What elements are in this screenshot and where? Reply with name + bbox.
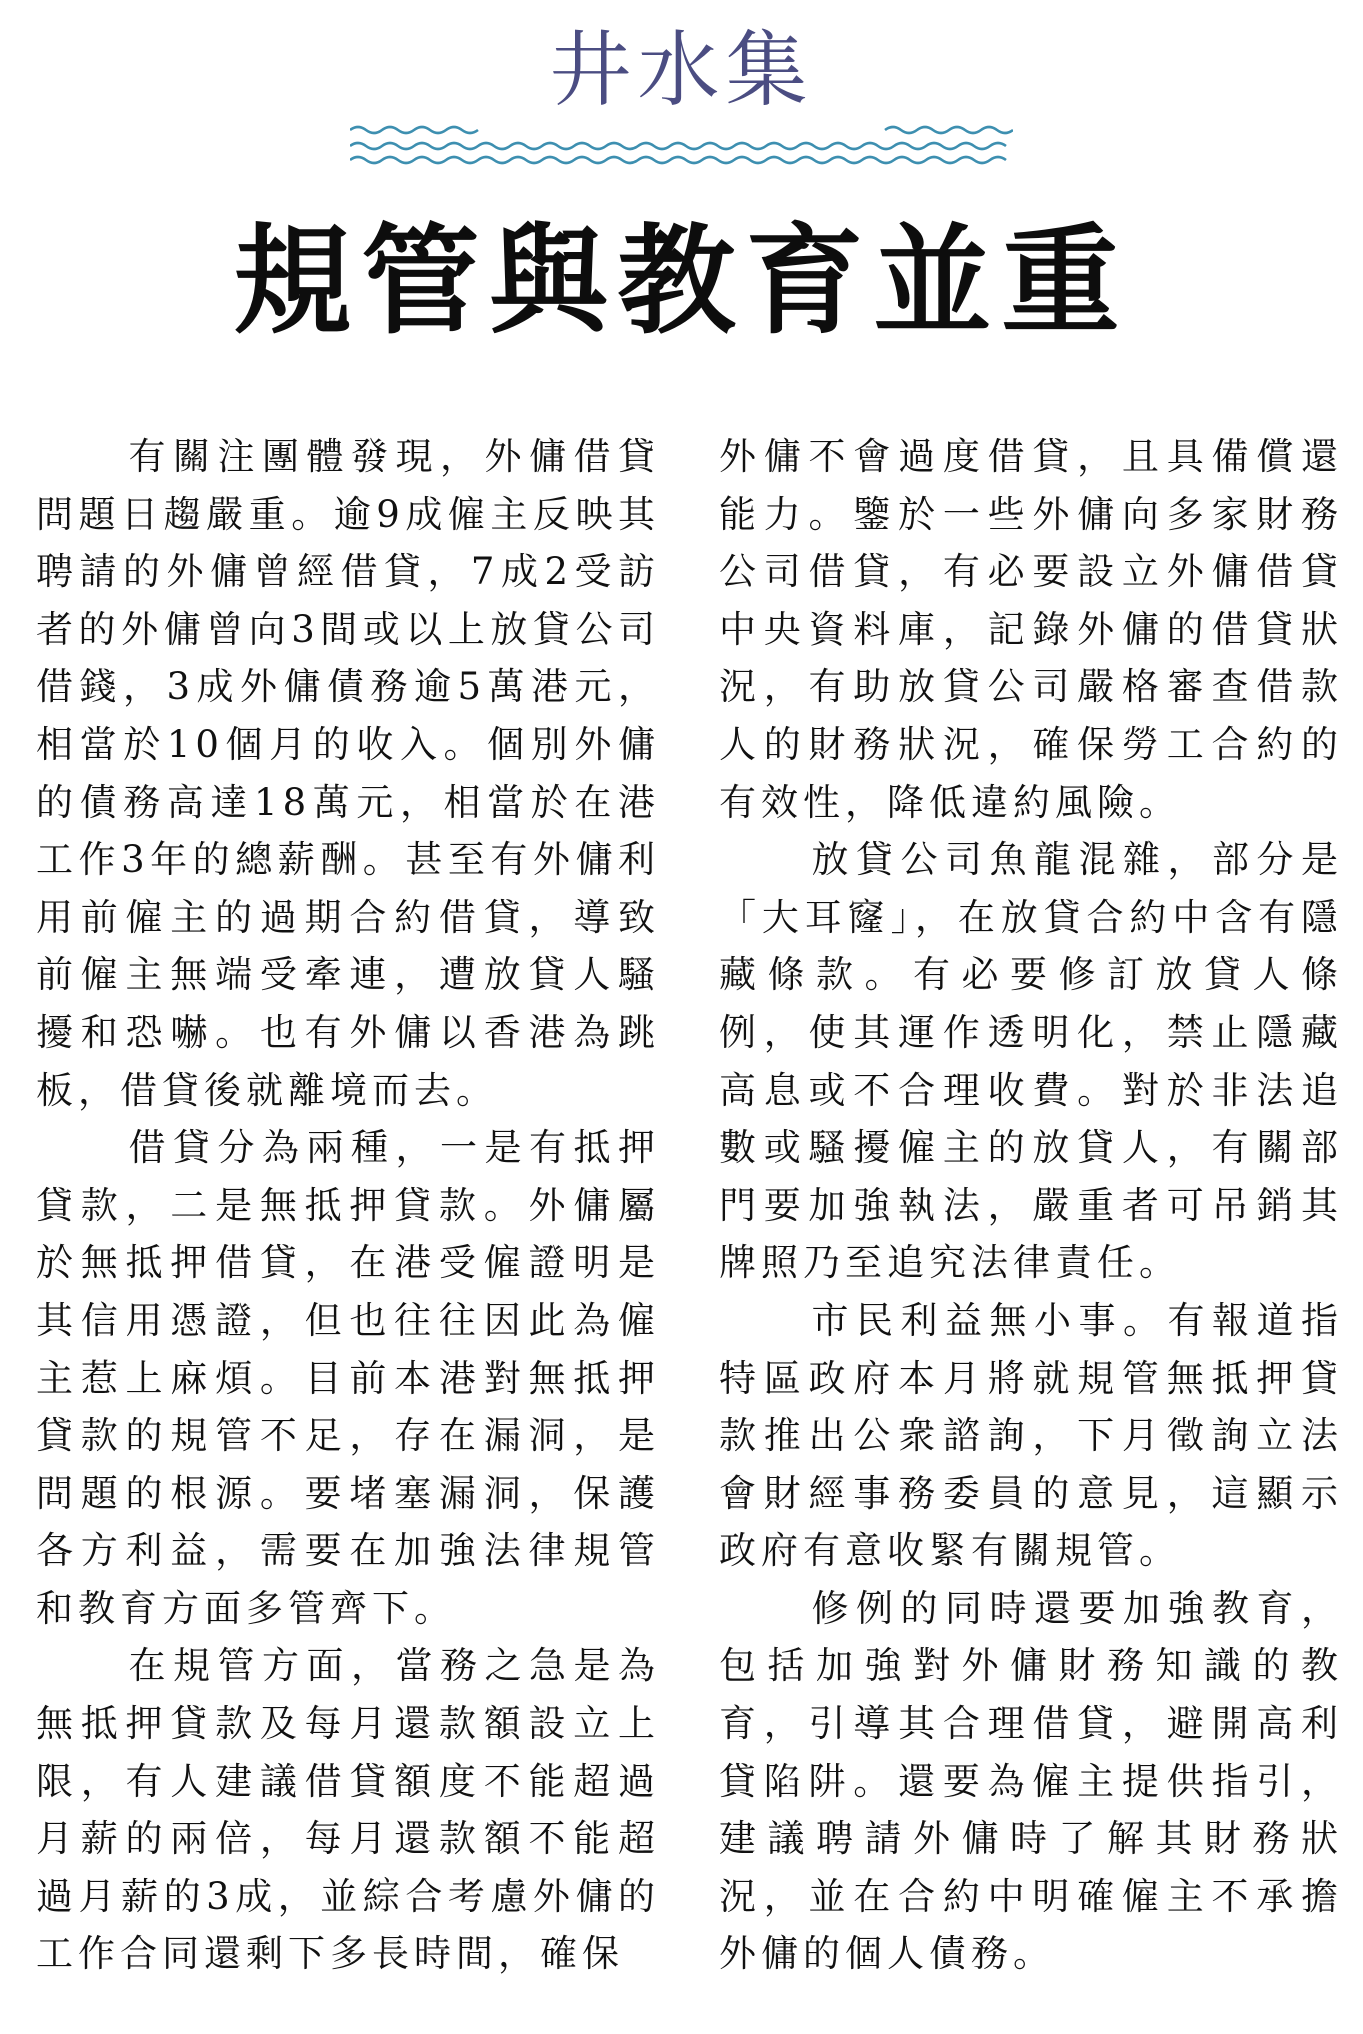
paragraph: 放貸公司魚龍混雜，部分是「大耳窿」，在放貸合約中含有隱藏條款。有必要修訂放貸人條例，使其運作透明化，禁止隱藏高息或不合理收費。對於非法追數或騷擾僱主的放貸人，有關部門要加強執法，嚴重者可吊銷其牌照乃至追究法律責任。 [719, 838, 1343, 1285]
paragraph: 借貸分為兩種，一是有抵押貸款，二是無抵押貸款。外傭屬於無抵押借貸，在港受僱證明是其信用憑證，但也往往因此為僱主惹上麻煩。目前本港對無抵押貸款的規管不足，存在漏洞，是問題的根源。要堵塞漏洞，保護各方利益，需要在加強法律規管和教育方面多管齊下。 [36, 1126, 660, 1630]
wave-line-top-left [350, 127, 478, 133]
paragraph: 在規管方面，當務之急是為無抵押貸款及每月還款額設立上限，有人建議借貸額度不能超過月薪的兩倍，每月還款額不能超過月薪的3成，並綜合考慮外傭的工作合同還剩下多長時間，確保 [36, 1644, 660, 1976]
right-column [719, 428, 1343, 1983]
left-column [36, 428, 660, 1983]
column-name: 井水集 [549, 23, 814, 118]
paragraph: 修例的同時還要加強教育，包括加強對外傭財務知識的教育，引導其合理借貸，避開高利貸陷阱。還要為僱主提供指引，建議聘請外傭時了解其財務狀況，並在合約中明確僱主不承擔外傭的個人債務。 [719, 1586, 1343, 1976]
paragraph-continued: 外傭不會過度借貸，且具備償還能力。鑒於一些外傭向多家財務公司借貸，有必要設立外傭借貸中央資料庫，記錄外傭的借貸狀況，有助放貸公司嚴格審查借款人的財務狀況，確保勞工合約的有效性，降低違約風險。 [719, 435, 1343, 824]
wave-line-top-right [885, 127, 1013, 133]
headline: 規管與教育並重 [233, 211, 1130, 350]
paragraph: 市民利益無小事。有報道指特區政府本月將就規管無抵押貸款推出公衆諮詢，下月徵詢立法會財經事務委員的意見，這顯示政府有意收緊有關規管。 [719, 1298, 1343, 1573]
wave-line-middle [350, 143, 1006, 149]
column-header [0, 23, 1363, 118]
wave-ornament [350, 122, 1013, 168]
wave-line-bottom [350, 157, 1006, 163]
paragraph: 有關注團體發現，外傭借貸問題日趨嚴重。逾9成僱主反映其聘請的外傭曾經借貸，7成2受訪者的外傭曾向3間或以上放貸公司借錢，3成外傭債務逾5萬港元，相當於10個月的收入。個別外傭的債務高達18萬元，相當於在港工作3年的總薪酬。甚至有外傭利用前僱主的過期合約借貸，導致前僱主無端受牽連，遭放貸人騷擾和恐嚇。也有外傭以香港為跳板，借貸後就離境而去。 [36, 435, 660, 1112]
